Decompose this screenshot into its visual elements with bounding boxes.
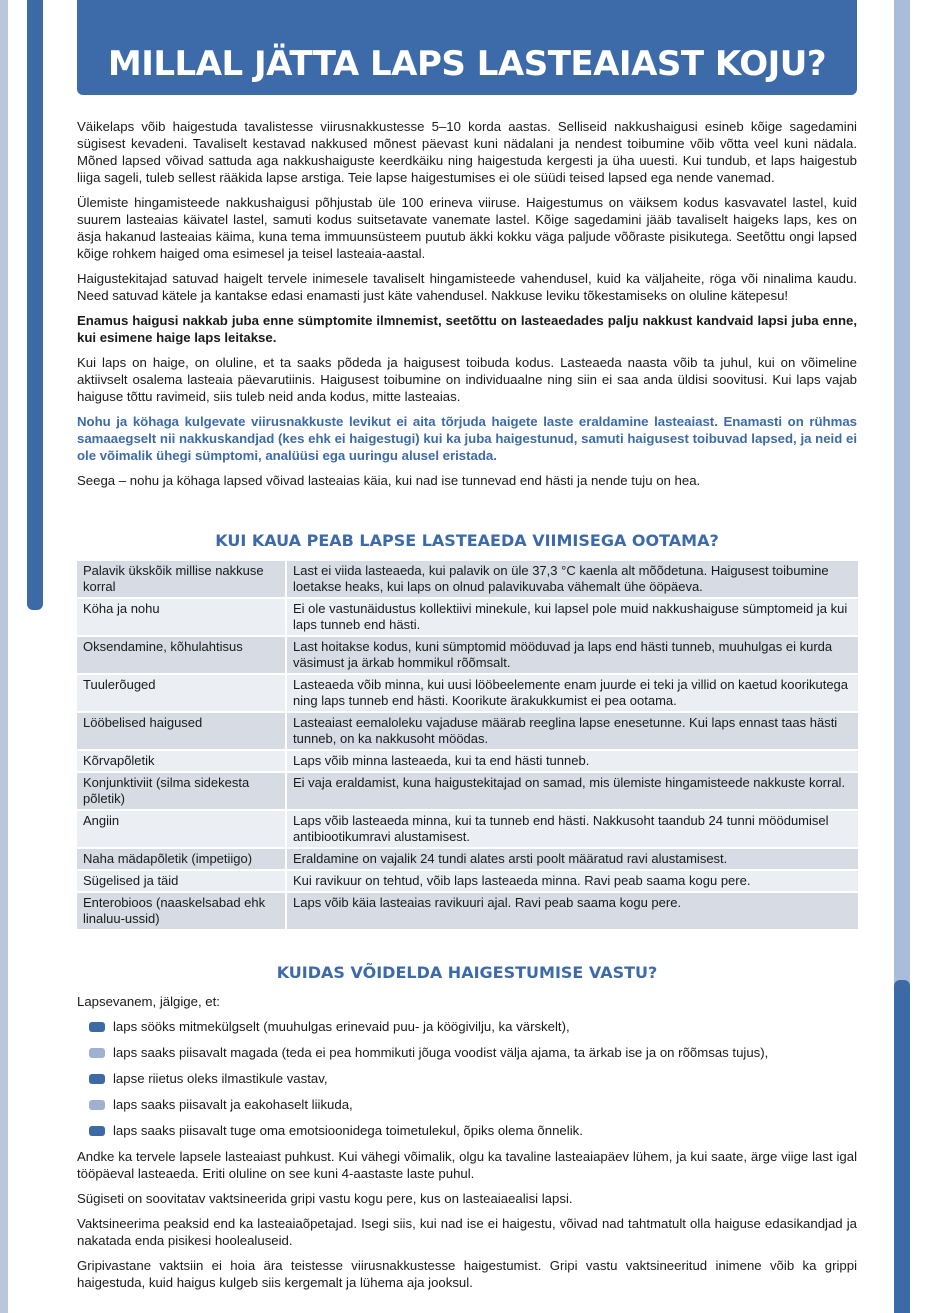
- illness-cell: Angiin: [77, 811, 287, 847]
- list-item-text: laps saaks piisavalt tuge oma emotsioonidega toimetulekul, õpiks olema õnnelik.: [113, 1123, 583, 1138]
- paragraph-intro: Väikelaps võib haigestuda tavalistesse viirusnakkustesse 5–10 korda aastas. Selliseid nakkushaigusi esineb kõige sagedamini sügisest kevadeni. Tavaliselt kestavad nakkused mõnest päevast kuni nädalani ja nendest toibumine võib võtta veel kuni nädala. Mõned lapsed võivad sattuda aga nakkushaiguste keerdkäiku ning haigestuda kergesti ja üha uuesti. Kui tundub, et laps haigestub liiga sageli, tuleb sellest rääkida lapse arstiga. Teie lapse haigestumises ei ole süüdi teised lapsed ega nende vanemad.: [77, 119, 857, 185]
- list-item: [89, 1018, 857, 1035]
- article-body: [77, 118, 857, 1299]
- prevention-heading: KUIDAS VÕIDELDA HAIGESTUMISE VASTU?: [276, 963, 658, 982]
- guidance-cell: Ei vaja eraldamist, kuna haigustekitajad on samad, mis ülemiste hingamisteede nakkuste korral.: [287, 773, 858, 809]
- guidance-cell: Last ei viida lasteaeda, kui palavik on üle 37,3 °C kaenla alt mõõdetuna. Haigusest toibumine loetakse heaks, kui laps on olnud palavikuvaba vähemalt ühe ööpäeva.: [287, 561, 858, 597]
- title-banner: [77, 0, 857, 95]
- illness-cell: Konjunktiviit (silma sidekesta põletik): [77, 773, 287, 809]
- list-item: [89, 1044, 857, 1061]
- right-scroll-tab: [894, 980, 910, 1313]
- guidance-cell: Lasteaeda võib minna, kui uusi lööbeelemente enam juurde ei teki ja villid on kaetud koorikutega ning laps tunneb end hästi. Koorikute ärakukkumist ei pea ootama.: [287, 675, 858, 711]
- illness-cell: Naha mädapõletik (impetiigo): [77, 849, 287, 869]
- table-row: [77, 599, 858, 635]
- paragraph-transmission: Haigustekitajad satuvad haigelt tervele inimesele tavaliselt hingamisteede vahendusel, kuid ka väljaheite, röga või ninalima kaudu. Need satuvad kätele ja kantakse edasi enamasti just käte vahendusel. Nakkuse leviku tõkestamiseks on oluline kätepesu!: [77, 271, 857, 303]
- list-item-text: laps saaks piisavalt magada (teda ei pea hommikuti jõuga voodist välja ajama, ta ärkab ise ja on rõõmsas tujus),: [113, 1045, 769, 1060]
- table-row: [77, 773, 858, 809]
- prevention-list: [77, 1018, 857, 1139]
- illness-cell: Sügelised ja täid: [77, 871, 287, 891]
- paragraph-viruses: Ülemiste hingamisteede nakkushaigusi põhjustab üle 100 erineva viiruse. Haigestumus on väiksem kodus kasvavatel lastel, kuid suurem lasteaias käivatel lastel, samuti kodus suitsetavate vanemate lastel. Kõige sagedamini jääb tavaliselt haigeks laps, kes on äsja hakanud lasteaias käima, kuna tema immuunsüsteem puutub äkki kokku väga paljude võõraste pisikutega. Seetõttu ongi lapsed kõige rohkem haiged oma esimesel ja teisel lasteaia-aastal.: [77, 195, 857, 261]
- bullet-dark-icon: [89, 1022, 105, 1032]
- guidance-cell: Last hoitakse kodus, kuni sümptomid mööduvad ja laps end hästi tunneb, muuhulgas ei kurda väsimust ja ärkab hommikul rõõmsalt.: [287, 637, 858, 673]
- table-row: [77, 811, 858, 847]
- illness-cell: Lööbelised haigused: [77, 713, 287, 749]
- closing-flu-family: Sügiseti on soovitatav vaktsineerida gripi vastu kogu pere, kus on lasteaiaealisi lapsi.: [77, 1191, 573, 1206]
- paragraph-bold-note: Enamus haigusi nakkab juba enne sümptomite ilmnemist, seetõttu on lasteaedades palju nakkust kandvaid lapsi juba enne, kui esimene haige laps leitakse.: [77, 313, 857, 345]
- table-row: [77, 849, 858, 869]
- illness-cell: Oksendamine, kõhulahtisus: [77, 637, 287, 673]
- table-row: [77, 871, 858, 891]
- closing-teachers: Vaktsineerima peaksid end ka lasteaiaõpetajad. Isegi siis, kui nad ise ei haigestu, võivad nad tahtmatult olla haiguse edasikandjad ja nakatada enda pisikesi hoolealuseid.: [77, 1216, 857, 1248]
- paragraph-recovery: Kui laps on haige, on oluline, et ta saaks põdeda ja haigusest toibuda kodus. Lasteaeda naasta võib ta juhul, kui on võimeline aktiivselt osalema lasteaia päevarutiinis. Haigusest toibumine on individuaalne ning siin ei saa anda üldisi soovitusi. Kui laps vajab haiguse tõttu ravimeid, siis tuleb neid anda kodus, mitte lasteaias.: [77, 355, 857, 404]
- page-title: MILLAL JÄTTA LAPS LASTEAIAST KOJU?: [107, 44, 827, 84]
- bullet-light-icon: [89, 1100, 105, 1110]
- left-scroll-tab: [27, 0, 43, 610]
- guidance-cell: Ei ole vastunäidustus kollektiivi minekule, kui lapsel pole muid nakkushaiguse sümptomeid ja kui laps tunneb end hästi.: [287, 599, 858, 635]
- bullet-dark-icon: [89, 1126, 105, 1136]
- illness-cell: Köha ja nohu: [77, 599, 287, 635]
- list-item: [89, 1096, 857, 1113]
- guidance-cell: Lasteaiast eemaloleku vajaduse määrab reeglina lapse enesetunne. Kui laps ennast taas hästi tunneb, on ka nakkusoht möödas.: [287, 713, 858, 749]
- list-item-text: lapse riietus oleks ilmastikule vastav,: [113, 1071, 328, 1086]
- bullet-light-icon: [89, 1048, 105, 1058]
- table-row: [77, 713, 858, 749]
- table-row: [77, 675, 858, 711]
- list-item: [89, 1070, 857, 1087]
- guidance-cell: Laps võib käia lasteaias ravikuuri ajal. Ravi peab saama kogu pere.: [287, 893, 858, 929]
- illness-cell: Tuulerõuged: [77, 675, 287, 711]
- paragraph-blue-note: Nohu ja köhaga kulgevate viirusnakkuste levikut ei aita tõrjuda haigete laste eraldamine lasteaiast. Enamasti on rühmas samaaegselt nii nakkuskandjad (kes ehk ei haigestugi) kui ka juba haigestunud, samuti haigusest toibuvad lapsed, ja neid ei ole võimalik ühegi sümptomi, analüüsi ega uuringu alusel eristada.: [77, 414, 857, 463]
- table-heading: KUI KAUA PEAB LAPSE LASTEAEDA VIIMISEGA OOTAMA?: [215, 531, 719, 550]
- illness-cell: Enterobioos (naaskelsabad ehk linaluu-ussid): [77, 893, 287, 929]
- guidance-cell: Laps võib minna lasteaeda, kui ta end hästi tunneb.: [287, 751, 858, 771]
- closing-rest: Andke ka tervele lapsele lasteaiast puhkust. Kui vähegi võimalik, olgu ka tavaline lasteaiapäev lühem, ja kui saate, ärge viige last igal tööpäeval lasteaeda. Eriti oluline on see kuni 4-aastaste laste puhul.: [77, 1149, 857, 1181]
- table-row: [77, 637, 858, 673]
- guidance-cell: Kui ravikuur on tehtud, võib laps lasteaeda minna. Ravi peab saama kogu pere.: [287, 871, 858, 891]
- illness-cell: Palavik ükskõik millise nakkuse korral: [77, 561, 287, 597]
- paragraph-conclusion: Seega – nohu ja köhaga lapsed võivad lasteaias käia, kui nad ise tunnevad end hästi ja nende tuju on hea.: [77, 473, 701, 488]
- list-item-text: laps saaks piisavalt ja eakohaselt liikuda,: [113, 1097, 353, 1112]
- prevention-intro: Lapsevanem, jälgige, et:: [77, 994, 220, 1009]
- table-row: [77, 893, 858, 929]
- closing-vaccine: Gripivastane vaktsiin ei hoia ära teistesse viirusnakkustesse haigestumist. Gripi vastu vaktsineeritud inimene võib ka grippi haigestuda, kuid haigus kulgeb siis kergemalt ja lühema aja jooksul.: [77, 1258, 857, 1290]
- illness-table: [77, 559, 858, 931]
- left-edge-light-band: [0, 0, 8, 1313]
- list-item: [89, 1122, 857, 1139]
- bullet-dark-icon: [89, 1074, 105, 1084]
- illness-cell: Kõrvapõletik: [77, 751, 287, 771]
- table-row: [77, 561, 858, 597]
- guidance-cell: Eraldamine on vajalik 24 tundi alates arsti poolt määratud ravi alustamisest.: [287, 849, 858, 869]
- list-item-text: laps sööks mitmekülgselt (muuhulgas erinevaid puu- ja köögivilju, ka värskelt),: [113, 1019, 570, 1034]
- table-row: [77, 751, 858, 771]
- guidance-cell: Laps võib lasteaeda minna, kui ta tunneb end hästi. Nakkusoht taandub 24 tunni möödumisel antibiootikumravi alustamisest.: [287, 811, 858, 847]
